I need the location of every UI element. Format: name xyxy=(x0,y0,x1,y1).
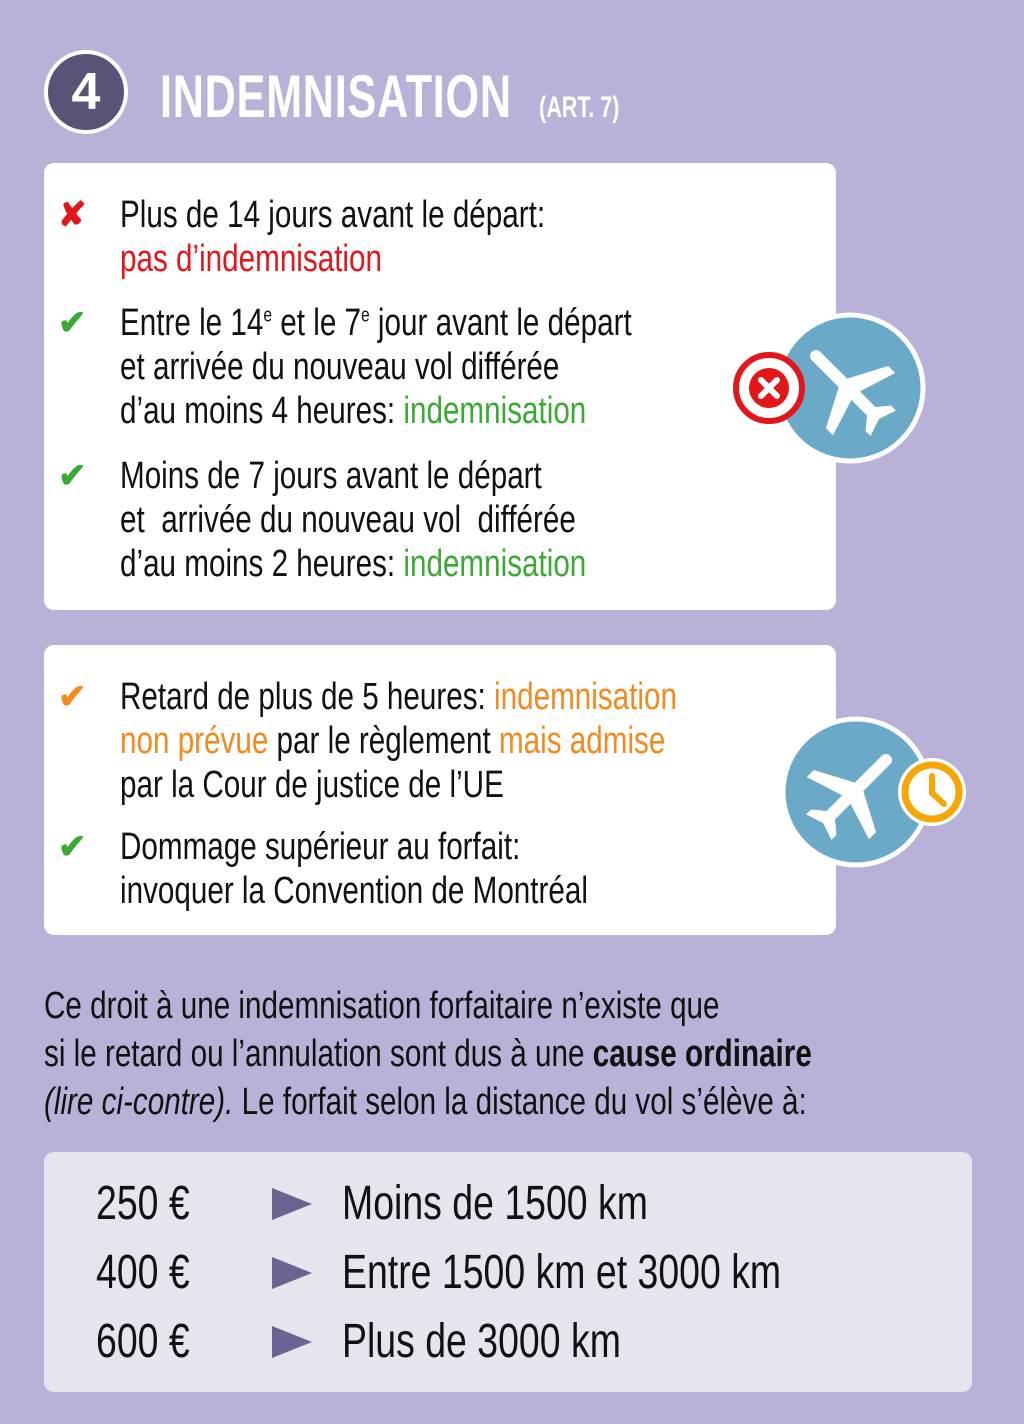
highlight-text: indemnisation xyxy=(494,676,677,718)
superscript: e xyxy=(361,304,370,327)
text-part: Retard de plus de 5 heures: xyxy=(120,676,495,718)
text-part: par le règlement xyxy=(268,720,499,762)
arrow-icon xyxy=(272,1326,312,1358)
check-icon: ✔ xyxy=(58,678,87,716)
item-outcome: pas d’indemnisation xyxy=(120,238,382,280)
item-line: par la Cour de justice de l’UE xyxy=(120,764,504,806)
step-number-badge: 4 xyxy=(44,50,128,134)
italic-note: (lire ci-contre). xyxy=(44,1081,234,1123)
highlight-text: mais admise xyxy=(498,720,666,762)
paragraph-line: Ce droit à une indemnisation forfaitaire n’existe que xyxy=(44,985,720,1027)
text-part: d’au moins 4 heures: xyxy=(120,390,404,432)
bold-term: cause ordinaire xyxy=(592,1033,812,1075)
item-line: Moins de 7 jours avant le départ xyxy=(120,455,542,497)
distance: Entre 1500 km et 3000 km xyxy=(342,1246,782,1299)
item-text xyxy=(120,825,760,913)
cross-icon: ✘ xyxy=(58,196,87,234)
article-reference: (ART. 7) xyxy=(538,91,619,124)
delay-card xyxy=(44,645,836,935)
item-outcome: indemnisation xyxy=(403,390,587,432)
item-text xyxy=(120,675,760,807)
item-line: et arrivée du nouveau vol différée xyxy=(120,499,576,541)
distance: Moins de 1500 km xyxy=(342,1177,648,1230)
item-line: et arrivée du nouveau vol différée xyxy=(120,346,560,388)
compensation-rates-table xyxy=(44,1152,972,1392)
item-line: Plus de 14 jours avant le départ: xyxy=(120,194,546,236)
item-line xyxy=(120,542,760,586)
text-part: Le forfait selon la distance du vol s’élève à: xyxy=(233,1081,807,1123)
arrow-icon xyxy=(272,1188,312,1220)
item-line xyxy=(120,675,760,719)
item-line xyxy=(120,389,760,433)
text-part: d’au moins 2 heures: xyxy=(120,543,404,585)
item-line xyxy=(120,301,760,345)
table-row xyxy=(96,1243,956,1303)
check-icon: ✔ xyxy=(58,457,87,495)
text-part: et le 7 xyxy=(272,302,362,344)
superscript: e xyxy=(263,304,273,327)
item-text xyxy=(120,193,760,281)
item-text xyxy=(120,454,760,586)
item-line: invoquer la Convention de Montréal xyxy=(120,870,588,912)
arrow-icon xyxy=(272,1257,312,1289)
section-title: INDEMNISATION xyxy=(160,63,512,130)
item-text xyxy=(120,301,760,433)
check-icon: ✔ xyxy=(58,304,87,342)
text-part: si le retard ou l’annulation sont dus à une xyxy=(44,1033,593,1075)
highlight-text: non prévue xyxy=(120,720,269,762)
amount: 400 € xyxy=(96,1246,190,1299)
cancelled-flight-icon xyxy=(732,312,928,464)
item-line xyxy=(120,719,760,763)
item-line: Dommage supérieur au forfait: xyxy=(120,826,521,868)
paragraph-line xyxy=(44,1078,902,1126)
cancellation-card xyxy=(44,163,836,610)
table-row xyxy=(96,1174,956,1234)
check-icon: ✔ xyxy=(58,828,87,866)
text-part: jour avant le départ xyxy=(369,302,632,344)
explanation-paragraph xyxy=(44,982,902,1126)
text-part: Entre le 14 xyxy=(120,302,264,344)
table-row xyxy=(96,1312,956,1372)
delayed-flight-icon xyxy=(780,716,976,868)
amount: 600 € xyxy=(96,1315,190,1368)
amount: 250 € xyxy=(96,1177,190,1230)
distance: Plus de 3000 km xyxy=(342,1315,621,1368)
item-outcome: indemnisation xyxy=(403,543,587,585)
title-line xyxy=(160,62,650,131)
paragraph-line xyxy=(44,1030,902,1078)
